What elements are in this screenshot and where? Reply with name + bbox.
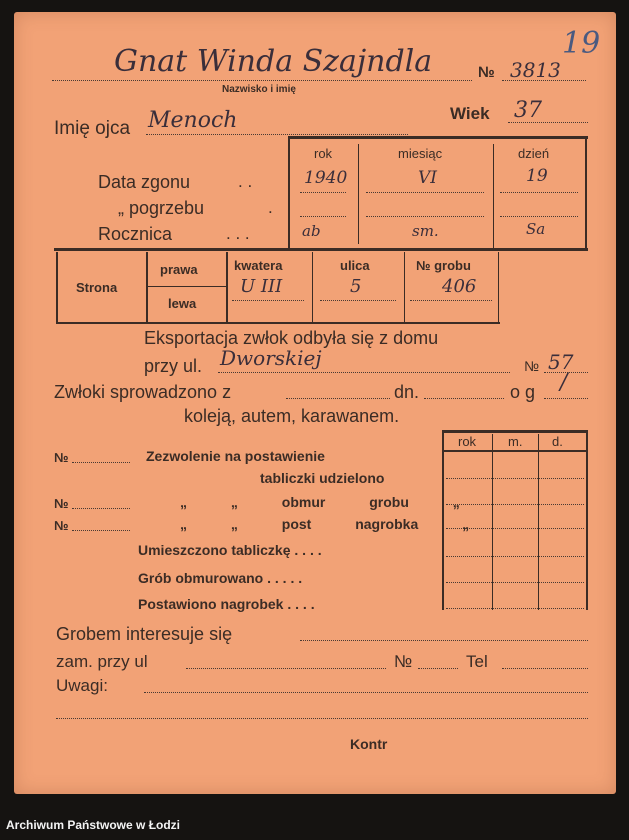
col-header-row: ulica bbox=[340, 258, 370, 273]
address-no-label: № bbox=[394, 652, 413, 671]
row-value: 5 bbox=[350, 276, 362, 297]
death-day: 19 bbox=[526, 166, 548, 186]
sheet-number: 19 bbox=[562, 26, 601, 61]
right-side-label: prawa bbox=[160, 262, 198, 277]
remarks-label: Uwagi: bbox=[56, 676, 108, 695]
permit-no-label: № bbox=[54, 518, 69, 533]
death-date-label: Data zgonu bbox=[98, 172, 191, 192]
street-label: przy ul. bbox=[144, 356, 203, 376]
archive-credit: Archiwum Państwowe w Łodzi bbox=[6, 818, 181, 832]
leader-dots: . . . bbox=[226, 224, 250, 243]
permit-col-day: d. bbox=[552, 434, 563, 449]
anniversary-month: sm. bbox=[412, 222, 439, 240]
anniversary-day: Sa bbox=[526, 220, 546, 238]
father-label: Imię ojca bbox=[54, 118, 131, 139]
anniversary-year: ab bbox=[302, 222, 321, 240]
cemetery-record-card bbox=[14, 12, 616, 794]
transport-modes: koleją, autem, karawanem. bbox=[184, 406, 400, 426]
col-header-grave-no: № grobu bbox=[416, 258, 471, 273]
burial-date-label: „ pogrzebu bbox=[118, 198, 205, 218]
number-value: 3813 bbox=[510, 58, 561, 82]
permit-no-label: № bbox=[54, 450, 69, 465]
transport-label: Zwłoki sprowadzono z bbox=[54, 382, 232, 402]
anniversary-label: Rocznica bbox=[98, 224, 173, 244]
side-label: Strona bbox=[76, 280, 118, 295]
transport-date-label: dn. bbox=[394, 382, 420, 402]
permit-col-month: m. bbox=[508, 434, 523, 449]
house-no-value: 57 bbox=[548, 350, 574, 374]
age-label: Wiek bbox=[450, 104, 490, 123]
leader-dots: . . bbox=[238, 172, 253, 191]
address-label: zam. przy ul bbox=[56, 652, 148, 671]
permit-row: Umieszczono tabliczkę . . . . bbox=[138, 542, 322, 558]
permit-row: „ „ post nagrobka „ bbox=[180, 516, 470, 532]
number-label: № bbox=[478, 64, 495, 81]
col-header-year: rok bbox=[314, 146, 333, 161]
death-year: 1940 bbox=[304, 168, 348, 188]
age-value: 37 bbox=[514, 98, 542, 123]
tel-label: Tel bbox=[466, 652, 488, 671]
export-line: Eksportacja zwłok odbyła się z domu bbox=[144, 328, 439, 348]
house-no-label: № bbox=[524, 358, 540, 374]
transport-og-value: / bbox=[560, 370, 568, 395]
name-value: Gnat Winda Szajndla bbox=[114, 44, 433, 79]
father-value: Menoch bbox=[148, 108, 238, 133]
interested-label: Grobem interesuje się bbox=[56, 624, 233, 644]
death-month: VI bbox=[418, 168, 437, 188]
quarter-value: U III bbox=[240, 276, 283, 297]
col-header-month: miesiąc bbox=[398, 146, 443, 161]
permit-row: Grób obmurowano . . . . . bbox=[138, 570, 303, 586]
left-side-label: lewa bbox=[168, 296, 197, 311]
transport-og-label: o g bbox=[510, 382, 536, 402]
permit-col-year: rok bbox=[458, 434, 477, 449]
leader-dots: . bbox=[268, 198, 273, 217]
control-label: Kontr bbox=[350, 736, 388, 752]
permit-row: „ „ obmur grobu „ bbox=[180, 494, 460, 510]
grave-no-value: 406 bbox=[442, 276, 477, 297]
permit-row: tabliczki udzielono bbox=[260, 470, 385, 486]
permit-no-label: № bbox=[54, 496, 69, 511]
permit-row: Postawiono nagrobek . . . . bbox=[138, 596, 315, 612]
col-header-quarter: kwatera bbox=[234, 258, 283, 273]
street-value: Dworskiej bbox=[220, 346, 322, 370]
permit-row: Zezwolenie na postawienie bbox=[146, 448, 325, 464]
col-header-day: dzień bbox=[518, 146, 550, 161]
name-label: Nazwisko i imię bbox=[222, 84, 296, 95]
